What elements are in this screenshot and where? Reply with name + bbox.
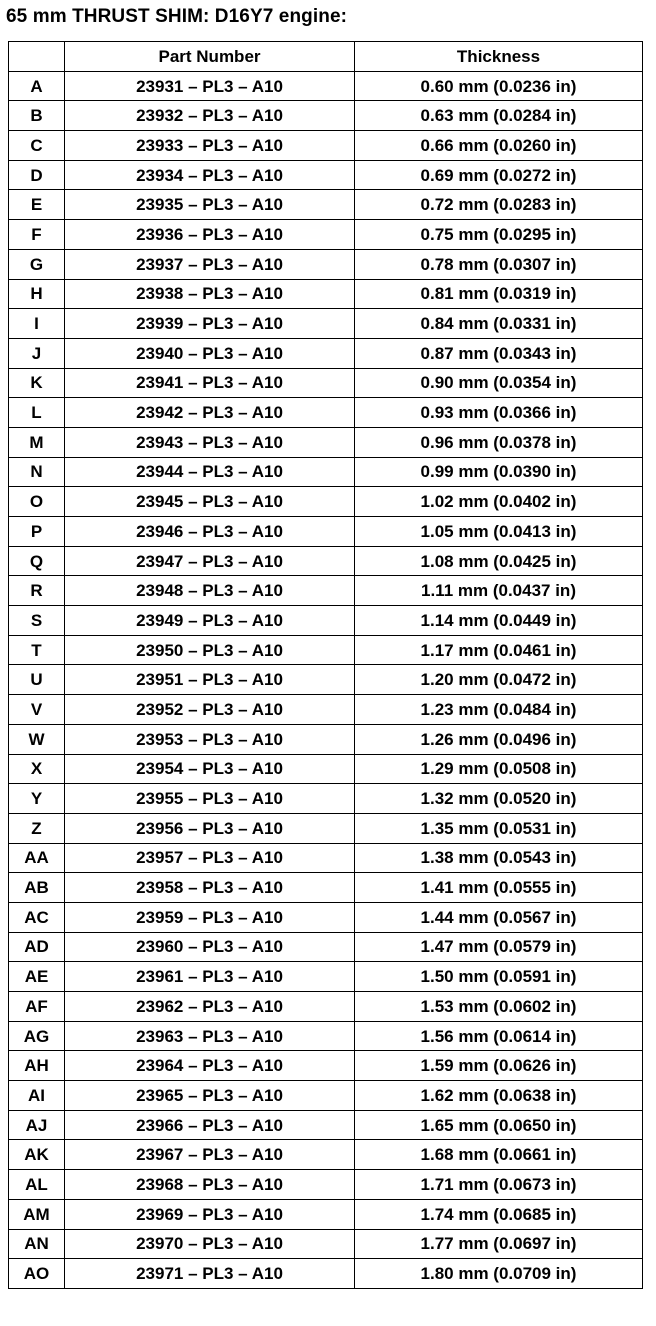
thickness-cell: 1.62 mm (0.0638 in) xyxy=(355,1081,643,1111)
page-title: 65 mm THRUST SHIM: D16Y7 engine: xyxy=(6,6,348,27)
shim-code-cell: Y xyxy=(9,784,65,814)
thickness-cell: 1.71 mm (0.0673 in) xyxy=(355,1170,643,1200)
part-number-cell: 23956 – PL3 – A10 xyxy=(65,813,355,843)
shim-code-cell: AF xyxy=(9,992,65,1022)
thickness-cell: 1.17 mm (0.0461 in) xyxy=(355,635,643,665)
thickness-cell: 0.84 mm (0.0331 in) xyxy=(355,309,643,339)
thickness-cell: 1.23 mm (0.0484 in) xyxy=(355,695,643,725)
table-row xyxy=(9,457,643,487)
header-part-number: Part Number xyxy=(65,42,355,72)
table-row xyxy=(9,992,643,1022)
shim-code-cell: W xyxy=(9,724,65,754)
shim-code-cell: K xyxy=(9,368,65,398)
shim-code-cell: AB xyxy=(9,873,65,903)
table-row xyxy=(9,902,643,932)
thickness-cell: 0.99 mm (0.0390 in) xyxy=(355,457,643,487)
thickness-cell: 0.87 mm (0.0343 in) xyxy=(355,338,643,368)
table-row xyxy=(9,517,643,547)
thickness-cell: 1.68 mm (0.0661 in) xyxy=(355,1140,643,1170)
shim-code-cell: Q xyxy=(9,546,65,576)
shim-code-cell: U xyxy=(9,665,65,695)
shim-code-cell: AE xyxy=(9,962,65,992)
thickness-cell: 0.75 mm (0.0295 in) xyxy=(355,220,643,250)
shim-code-cell: AA xyxy=(9,843,65,873)
shim-code-cell: D xyxy=(9,160,65,190)
table-row xyxy=(9,338,643,368)
thickness-cell: 1.74 mm (0.0685 in) xyxy=(355,1199,643,1229)
part-number-cell: 23951 – PL3 – A10 xyxy=(65,665,355,695)
shim-code-cell: T xyxy=(9,635,65,665)
part-number-cell: 23968 – PL3 – A10 xyxy=(65,1170,355,1200)
shim-code-cell: AN xyxy=(9,1229,65,1259)
table-row xyxy=(9,398,643,428)
shim-code-cell: AH xyxy=(9,1051,65,1081)
part-number-cell: 23957 – PL3 – A10 xyxy=(65,843,355,873)
thickness-cell: 0.96 mm (0.0378 in) xyxy=(355,427,643,457)
shim-code-cell: E xyxy=(9,190,65,220)
table-row xyxy=(9,724,643,754)
table-body xyxy=(9,71,643,1288)
part-number-cell: 23963 – PL3 – A10 xyxy=(65,1021,355,1051)
part-number-cell: 23949 – PL3 – A10 xyxy=(65,606,355,636)
thickness-cell: 1.20 mm (0.0472 in) xyxy=(355,665,643,695)
thickness-cell: 1.65 mm (0.0650 in) xyxy=(355,1110,643,1140)
part-number-cell: 23937 – PL3 – A10 xyxy=(65,249,355,279)
table-row xyxy=(9,665,643,695)
table-row xyxy=(9,71,643,101)
table-row xyxy=(9,249,643,279)
shim-code-cell: N xyxy=(9,457,65,487)
part-number-cell: 23959 – PL3 – A10 xyxy=(65,902,355,932)
shim-code-cell: L xyxy=(9,398,65,428)
thickness-cell: 1.44 mm (0.0567 in) xyxy=(355,902,643,932)
part-number-cell: 23967 – PL3 – A10 xyxy=(65,1140,355,1170)
table-row xyxy=(9,962,643,992)
part-number-cell: 23946 – PL3 – A10 xyxy=(65,517,355,547)
shim-code-cell: G xyxy=(9,249,65,279)
thickness-cell: 1.77 mm (0.0697 in) xyxy=(355,1229,643,1259)
part-number-cell: 23955 – PL3 – A10 xyxy=(65,784,355,814)
shim-code-cell: H xyxy=(9,279,65,309)
part-number-cell: 23960 – PL3 – A10 xyxy=(65,932,355,962)
part-number-cell: 23941 – PL3 – A10 xyxy=(65,368,355,398)
thickness-cell: 1.41 mm (0.0555 in) xyxy=(355,873,643,903)
table-row xyxy=(9,932,643,962)
table-row xyxy=(9,309,643,339)
table-row xyxy=(9,576,643,606)
part-number-cell: 23961 – PL3 – A10 xyxy=(65,962,355,992)
part-number-cell: 23965 – PL3 – A10 xyxy=(65,1081,355,1111)
shim-code-cell: F xyxy=(9,220,65,250)
part-number-cell: 23971 – PL3 – A10 xyxy=(65,1259,355,1289)
table-row xyxy=(9,695,643,725)
thickness-cell: 1.53 mm (0.0602 in) xyxy=(355,992,643,1022)
part-number-cell: 23933 – PL3 – A10 xyxy=(65,131,355,161)
thickness-cell: 1.05 mm (0.0413 in) xyxy=(355,517,643,547)
table-row xyxy=(9,1081,643,1111)
shim-code-cell: X xyxy=(9,754,65,784)
shim-code-cell: P xyxy=(9,517,65,547)
thickness-cell: 1.02 mm (0.0402 in) xyxy=(355,487,643,517)
part-number-cell: 23964 – PL3 – A10 xyxy=(65,1051,355,1081)
table-row xyxy=(9,546,643,576)
shim-code-cell: C xyxy=(9,131,65,161)
thickness-cell: 1.26 mm (0.0496 in) xyxy=(355,724,643,754)
table-row xyxy=(9,1229,643,1259)
part-number-cell: 23953 – PL3 – A10 xyxy=(65,724,355,754)
thickness-cell: 1.32 mm (0.0520 in) xyxy=(355,784,643,814)
shim-table xyxy=(8,41,643,1289)
part-number-cell: 23952 – PL3 – A10 xyxy=(65,695,355,725)
part-number-cell: 23934 – PL3 – A10 xyxy=(65,160,355,190)
part-number-cell: 23939 – PL3 – A10 xyxy=(65,309,355,339)
thickness-cell: 1.14 mm (0.0449 in) xyxy=(355,606,643,636)
part-number-cell: 23970 – PL3 – A10 xyxy=(65,1229,355,1259)
thickness-cell: 0.63 mm (0.0284 in) xyxy=(355,101,643,131)
part-number-cell: 23948 – PL3 – A10 xyxy=(65,576,355,606)
shim-code-cell: R xyxy=(9,576,65,606)
shim-code-cell: AC xyxy=(9,902,65,932)
table-row xyxy=(9,279,643,309)
shim-code-cell: AL xyxy=(9,1170,65,1200)
shim-code-cell: AI xyxy=(9,1081,65,1111)
table-row xyxy=(9,873,643,903)
table-row xyxy=(9,606,643,636)
shim-code-cell: M xyxy=(9,427,65,457)
part-number-cell: 23932 – PL3 – A10 xyxy=(65,101,355,131)
table-header-row xyxy=(9,42,643,72)
thickness-cell: 1.80 mm (0.0709 in) xyxy=(355,1259,643,1289)
thickness-cell: 1.11 mm (0.0437 in) xyxy=(355,576,643,606)
shim-code-cell: AO xyxy=(9,1259,65,1289)
table-row xyxy=(9,190,643,220)
thickness-cell: 1.50 mm (0.0591 in) xyxy=(355,962,643,992)
thickness-cell: 0.90 mm (0.0354 in) xyxy=(355,368,643,398)
part-number-cell: 23931 – PL3 – A10 xyxy=(65,71,355,101)
table-row xyxy=(9,1140,643,1170)
thickness-cell: 0.93 mm (0.0366 in) xyxy=(355,398,643,428)
table-row xyxy=(9,784,643,814)
table-row xyxy=(9,101,643,131)
table-row xyxy=(9,131,643,161)
table-row xyxy=(9,220,643,250)
part-number-cell: 23954 – PL3 – A10 xyxy=(65,754,355,784)
shim-code-cell: AK xyxy=(9,1140,65,1170)
table-row xyxy=(9,1199,643,1229)
table-row xyxy=(9,754,643,784)
thickness-cell: 1.38 mm (0.0543 in) xyxy=(355,843,643,873)
table-row xyxy=(9,635,643,665)
thickness-cell: 1.29 mm (0.0508 in) xyxy=(355,754,643,784)
part-number-cell: 23945 – PL3 – A10 xyxy=(65,487,355,517)
part-number-cell: 23947 – PL3 – A10 xyxy=(65,546,355,576)
thickness-cell: 1.56 mm (0.0614 in) xyxy=(355,1021,643,1051)
thickness-cell: 0.66 mm (0.0260 in) xyxy=(355,131,643,161)
shim-code-cell: B xyxy=(9,101,65,131)
table-row xyxy=(9,427,643,457)
thickness-cell: 1.59 mm (0.0626 in) xyxy=(355,1051,643,1081)
part-number-cell: 23969 – PL3 – A10 xyxy=(65,1199,355,1229)
thickness-cell: 0.60 mm (0.0236 in) xyxy=(355,71,643,101)
shim-code-cell: Z xyxy=(9,813,65,843)
header-code xyxy=(9,42,65,72)
thickness-cell: 1.35 mm (0.0531 in) xyxy=(355,813,643,843)
table-row xyxy=(9,1259,643,1289)
header-thickness: Thickness xyxy=(355,42,643,72)
part-number-cell: 23936 – PL3 – A10 xyxy=(65,220,355,250)
table-row xyxy=(9,813,643,843)
table-row xyxy=(9,843,643,873)
part-number-cell: 23943 – PL3 – A10 xyxy=(65,427,355,457)
part-number-cell: 23935 – PL3 – A10 xyxy=(65,190,355,220)
thickness-cell: 0.69 mm (0.0272 in) xyxy=(355,160,643,190)
shim-code-cell: J xyxy=(9,338,65,368)
shim-code-cell: O xyxy=(9,487,65,517)
shim-code-cell: AJ xyxy=(9,1110,65,1140)
part-number-cell: 23944 – PL3 – A10 xyxy=(65,457,355,487)
thickness-cell: 0.78 mm (0.0307 in) xyxy=(355,249,643,279)
table-row xyxy=(9,368,643,398)
table-row xyxy=(9,1051,643,1081)
thickness-cell: 0.81 mm (0.0319 in) xyxy=(355,279,643,309)
shim-code-cell: A xyxy=(9,71,65,101)
table-row xyxy=(9,1170,643,1200)
thickness-cell: 0.72 mm (0.0283 in) xyxy=(355,190,643,220)
part-number-cell: 23950 – PL3 – A10 xyxy=(65,635,355,665)
shim-code-cell: AG xyxy=(9,1021,65,1051)
table-row xyxy=(9,1110,643,1140)
shim-code-cell: AD xyxy=(9,932,65,962)
part-number-cell: 23958 – PL3 – A10 xyxy=(65,873,355,903)
part-number-cell: 23962 – PL3 – A10 xyxy=(65,992,355,1022)
table-row xyxy=(9,160,643,190)
shim-code-cell: AM xyxy=(9,1199,65,1229)
thickness-cell: 1.08 mm (0.0425 in) xyxy=(355,546,643,576)
part-number-cell: 23966 – PL3 – A10 xyxy=(65,1110,355,1140)
shim-code-cell: V xyxy=(9,695,65,725)
shim-code-cell: I xyxy=(9,309,65,339)
shim-code-cell: S xyxy=(9,606,65,636)
part-number-cell: 23938 – PL3 – A10 xyxy=(65,279,355,309)
table-row xyxy=(9,1021,643,1051)
part-number-cell: 23940 – PL3 – A10 xyxy=(65,338,355,368)
thickness-cell: 1.47 mm (0.0579 in) xyxy=(355,932,643,962)
part-number-cell: 23942 – PL3 – A10 xyxy=(65,398,355,428)
table-row xyxy=(9,487,643,517)
